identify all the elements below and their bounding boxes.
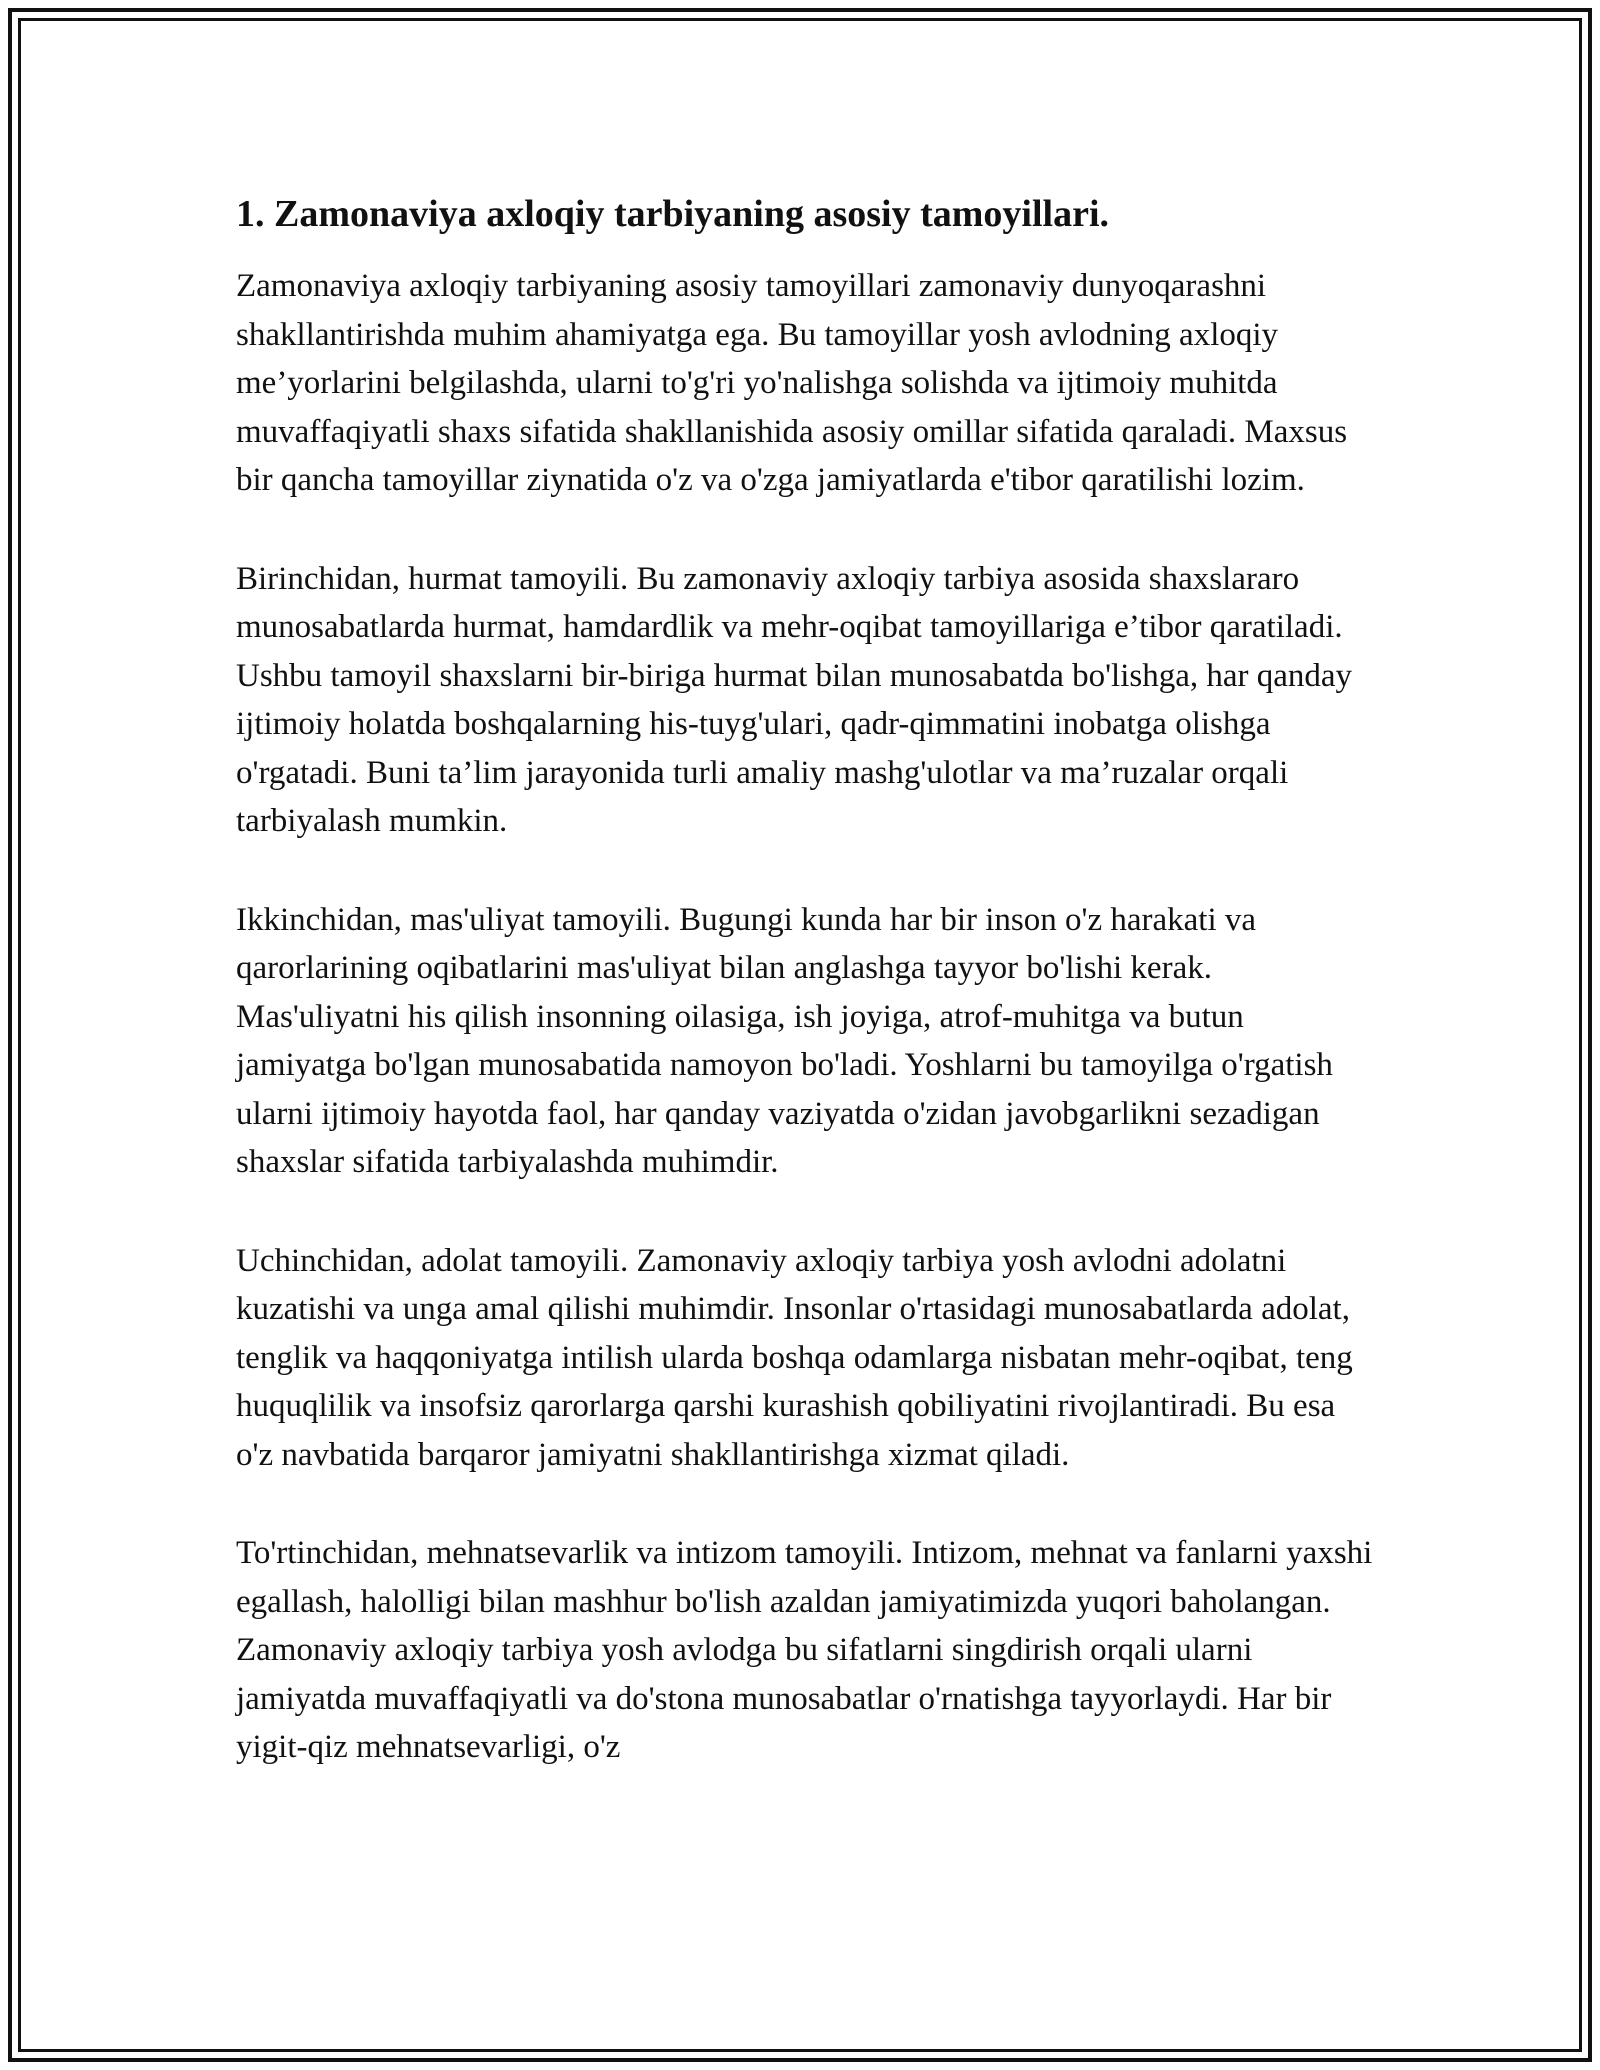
section-heading: 1. Zamonaviya axloqiy tarbiyaning asosiy tamoyillari. <box>236 193 1110 235</box>
document-body <box>236 188 1376 1772</box>
paragraph-justice: Uchinchidan, adolat tamoyili. Zamonaviy axloqiy tarbiya yosh avlodni adolatni kuzatishi va unga amal qilishi muhimdir. Insonlar o'rtasidagi munosabatlarda adolat, tenglik va haqqoniyatga intilish ularda boshqa odamlarga nisbatan mehr-oqibat, teng huquqlilik va insofsiz qarorlarga qarshi kurashish qobiliyatini rivojlantiradi. Bu esa o'z navbatida barqaror jamiyatni shakllantirishga xizmat qiladi. <box>236 1242 1353 1473</box>
paragraph-intro: Zamonaviya axloqiy tarbiyaning asosiy tamoyillari zamonaviy dunyoqarashni shakllantirishda muhim ahamiyatga ega. Bu tamoyillar yosh avlodning axloqiy me’yorlarini belgilashda, ularni to'g'ri yo'nalishga solishda va ijtimoiy muhitda muvaffaqiyatli shaxs sifatida shakllanishida asosiy omillar sifatida qaraladi. Maxsus bir qancha tamoyillar ziynatida o'z va o'zga jamiyatlarda e'tibor qaratilishi lozim. <box>236 268 1348 498</box>
paragraph-respect: Birinchidan, hurmat tamoyili. Bu zamonaviy axloqiy tarbiya asosida shaxslararo munosabatlarda hurmat, hamdardlik va mehr-oqibat tamoyillariga e’tibor qaratiladi. Ushbu tamoyil shaxslarni bir-biriga hurmat bilan munosabatda bo'lishga, har qanday ijtimoiy holatda boshqalarning his-tuyg'ulari, qadr-qimmatini inobatga olishga o'rgatadi. Buni ta’lim jarayonida turli amaliy mashg'ulotlar va ma’ruzalar orqali tarbiyalash mumkin. <box>236 560 1353 839</box>
paragraph-diligence: To'rtinchidan, mehnatsevarlik va intizom tamoyili. Intizom, mehnat va fanlarni yaxshi egallash, halolligi bilan mashhur bo'lish azaldan jamiyatimizda yuqori baholangan. Zamonaviy axloqiy tarbiya yosh avlodga bu sifatlarni singdirish orqali ularni jamiyatda muvaffaqiyatli va do'stona munosabatlar o'rnatishga tayyorlaydi. Har bir yigit-qiz mehnatsevarligi, o'z <box>236 1535 1373 1765</box>
paragraph-responsibility: Ikkinchidan, mas'uliyat tamoyili. Bugungi kunda har bir inson o'z harakati va qarorlarining oqibatlarini mas'uliyat bilan anglashga tayyor bo'lishi kerak. Mas'uliyatni his qilish insonning oilasiga, ish joyiga, atrof-muhitga va butun jamiyatga bo'lgan munosabatida namoyon bo'ladi. Yoshlarni bu tamoyilga o'rgatish ularni ijtimoiy hayotda faol, har qanday vaziyatda o'zidan javobgarlikni sezadigan shaxslar sifatida tarbiyalashda muhimdir. <box>236 901 1333 1180</box>
